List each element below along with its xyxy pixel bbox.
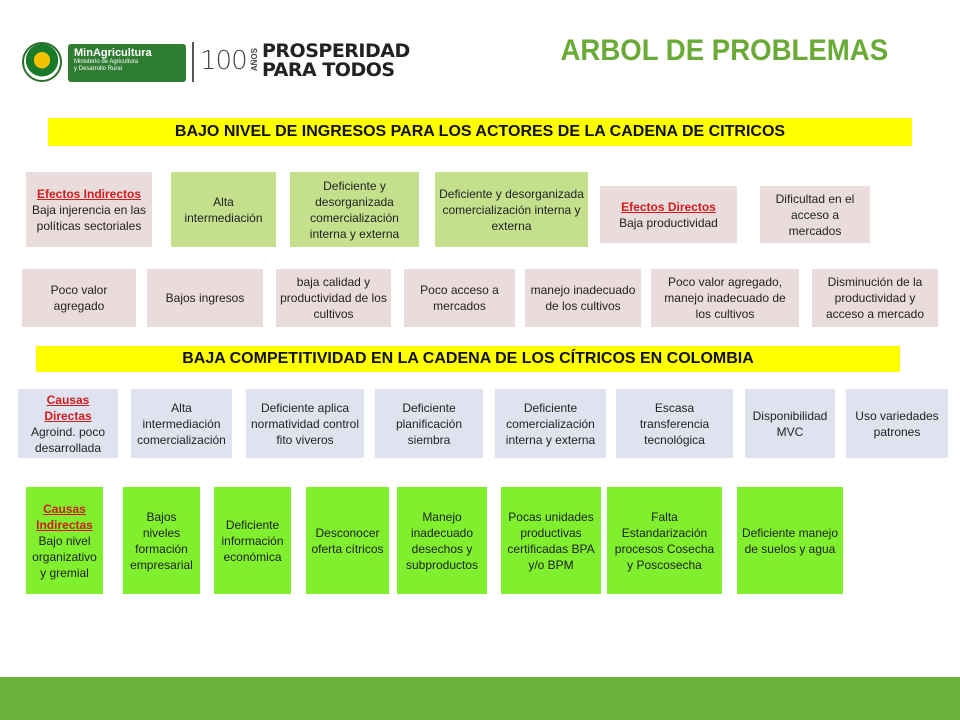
ministry-sub-2: y Desarrollo Rural — [74, 66, 123, 72]
cause-box — [737, 487, 843, 594]
effect-text: Baja injerencia en las políticas sectoriales — [31, 202, 147, 233]
effect-box — [435, 172, 588, 247]
effects-direct-heading: Efectos Directos — [621, 199, 716, 214]
cause-box — [616, 389, 733, 458]
header-logos — [22, 40, 410, 86]
effect-box — [404, 269, 515, 327]
cause-text: Deficiente comercialización interna y externa — [505, 400, 596, 447]
slogan-line-2: PARA TODOS — [262, 59, 395, 81]
cause-box — [607, 487, 722, 594]
slogan-line-1: PROSPERIDAD — [262, 40, 410, 62]
effect-text: manejo inadecuado de los cultivos — [530, 283, 636, 313]
logo-divider — [192, 42, 194, 82]
cause-box — [214, 487, 291, 594]
cause-box — [501, 487, 601, 594]
effect-text: Bajos ingresos — [165, 291, 245, 305]
effect-box — [812, 269, 938, 327]
effect-box — [290, 172, 419, 247]
cause-text: Deficiente información económica — [221, 517, 284, 564]
cause-box — [495, 389, 606, 458]
cause-text: Agroind. poco desarrollada — [30, 424, 106, 455]
cause-box — [26, 487, 103, 594]
causes-indirect-heading: Causas Indirectas — [36, 501, 93, 532]
effect-text: baja calidad y productividad de los cultivos — [280, 275, 387, 321]
centenary-word: AÑOS — [250, 48, 259, 72]
effect-text: Poco acceso a mercados — [420, 283, 499, 313]
effect-box — [651, 269, 799, 327]
effect-text: Poco valor agregado — [50, 283, 108, 313]
cause-text: Deficiente aplica normatividad control fito viveros — [250, 400, 360, 447]
cause-box — [745, 389, 835, 458]
colombia-seal-icon — [22, 42, 62, 82]
effect-box — [147, 269, 263, 327]
cause-text: Uso variedades patrones — [855, 408, 939, 439]
cause-text: Alta intermediación comercialización — [137, 400, 226, 447]
cause-text: Falta Estandarización procesos Cosecha y Poscosecha — [614, 509, 715, 572]
effect-text: Dificultad en el acceso a mercados — [775, 191, 855, 238]
cause-box — [846, 389, 948, 458]
effect-text: Poco valor agregado, manejo inadecuado de los cultivos — [664, 275, 786, 321]
cause-text: Escasa transferencia tecnológica — [639, 400, 710, 447]
causes-direct-heading: Causas Directas — [44, 392, 92, 423]
cause-text: Deficiente planificación siembra — [395, 400, 463, 447]
page-title: ARBOL DE PROBLEMAS — [560, 34, 888, 67]
cause-text: Bajos niveles formación empresarial — [130, 509, 193, 572]
effect-box — [22, 269, 136, 327]
cause-text: Disponibilidad MVC — [752, 408, 828, 439]
cause-box — [131, 389, 232, 458]
effect-text: Alta intermediación — [184, 194, 263, 225]
effect-box — [26, 172, 152, 247]
effect-text: Deficiente y desorganizada comercialización interna y externa — [439, 186, 584, 233]
effect-text: Deficiente y desorganizada comercialización interna y externa — [309, 178, 400, 241]
effect-box — [760, 186, 870, 243]
effect-text: Baja productividad — [619, 215, 718, 230]
effects-indirect-heading: Efectos Indirectos — [36, 186, 142, 201]
effect-box — [525, 269, 641, 327]
effect-box — [600, 186, 737, 243]
cause-text: Desconocer oferta cítricos — [311, 525, 384, 556]
ministry-sub-1: Ministerio de Agricultura — [74, 59, 139, 65]
effects-banner: BAJO NIVEL DE INGRESOS PARA LOS ACTORES DE LA CADENA DE CITRICOS — [48, 118, 912, 146]
effect-box — [276, 269, 391, 327]
minagricultura-logo — [68, 44, 186, 82]
cause-text: Deficiente manejo de suelos y agua — [741, 525, 839, 556]
cause-box — [306, 487, 389, 594]
ministry-name: MinAgricultura — [74, 47, 152, 59]
cause-text: Pocas unidades productivas certificadas BPA y/o BPM — [507, 509, 595, 572]
cause-box — [123, 487, 200, 594]
effect-text: Disminución de la productividad y acceso a mercado — [825, 275, 925, 321]
central-problem-banner: BAJA COMPETITIVIDAD EN LA CADENA DE LOS CÍTRICOS EN COLOMBIA — [36, 346, 900, 372]
cause-box — [397, 487, 487, 594]
effect-box — [171, 172, 276, 247]
footer-bar — [0, 677, 960, 720]
cause-text: Manejo inadecuado desechos y subproductos — [405, 509, 479, 572]
cause-box — [18, 389, 118, 458]
cause-box — [246, 389, 364, 458]
cause-box — [375, 389, 483, 458]
centenary-number: 100 — [200, 46, 247, 76]
cause-text: Bajo nivel organizativo y gremial — [32, 533, 97, 580]
slogan-logo — [262, 42, 410, 80]
